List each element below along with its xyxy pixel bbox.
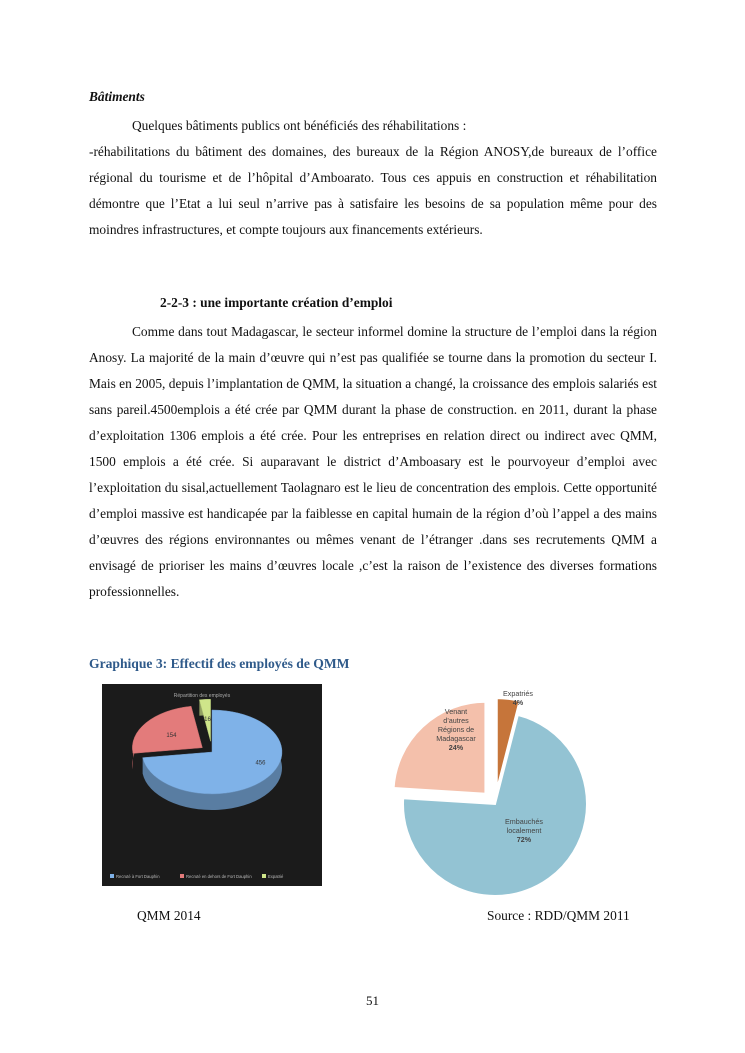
right-pie-label-1-0: Venant [444,707,468,716]
right-pie-value-2: 4% [512,698,524,707]
left-legend-label-2: Expatrié [268,874,284,879]
left-pie-value-label-0: 456 [255,760,266,767]
section-body: -réhabilitations du bâtiment des domaines, des bureaux de la Région ANOSY,de bureaux de l’office régional du tourisme et de l’hôpital d’Amboarato. Tous ces appuis en construction et réhabilitation démontre que l’Etat a lui seul n’arrive pas à satisfaire les besoins de sa population même pour des moindres infrastructures, et compte toujours aux financements extérieurs. [89,144,657,237]
left-legend-label-1: Recruté en dehors de Fort Dauphin [186,874,252,879]
right-pie-label-1-1: d’autres [443,716,469,725]
page-number: 51 [366,993,379,1008]
left-pie-value-label-1: 154 [166,732,177,739]
right-pie-slice-1 [394,702,486,794]
figure-caption: Graphique 3: Effectif des employés de QMM [89,656,350,671]
right-pie-value-1: 24% [448,743,464,752]
subsection-paragraph: Comme dans tout Madagascar, le secteur informel domine la structure de l’emploi dans la région Anosy. La majorité de la main d’œuvre qui n’est pas qualifiée se tourne dans la promotion du secteur I. Mais en 2005, depuis l’implantation de QMM, la situation a changé, la croissance des emplois salariés est sans pareil.4500emplois a été crée par QMM durant la phase de construction. en 2011, durant la phase d’exploitation 1306 emplois a été crée. Pour les entreprises en relation direct ou indirect avec QMM, 1500 emplois a été crée. Si auparavant le district d’Amboasary est le pourvoyeur d’emploi avec l’exploitation du sisal,actuellement Taolagnaro est le lieu de concentration des emplois. Cette opportunité d’emploi massive est handicapée par la faiblesse en capital humain de la région d’où l’appel a des mains d’œuvres des régions environnantes ou mêmes venant de l’étranger .dans ses recrutements QMM a envisagé de prioriser les mains d’œuvres locale ,c’est la raison de l’existence des diverses formations professionnelles. [89,324,657,599]
left-legend-swatch-1 [180,874,184,878]
right-pie-label-1-2: Régions de [437,725,475,734]
subsection-heading: 2-2-3 : une importante création d’emploi [160,295,393,310]
employees-pie-chart-3d [102,684,322,886]
subsection-text [89,319,657,605]
left-pie-value-label-2: 16 [204,717,211,724]
right-pie-label-0-1: localement [506,826,542,835]
source-left: QMM 2014 [137,908,201,923]
section-text [89,113,657,243]
right-pie-label-0-0: Embauchés [505,817,543,826]
employees-pie-chart [392,684,602,900]
left-legend-label-0: Recruté à Fort Dauphin [116,874,160,879]
right-pie-label-2-0: Expatriés [503,689,533,698]
left-legend-swatch-2 [262,874,266,878]
section-title: Bâtiments [89,89,145,104]
section-intro: Quelques bâtiments publics ont bénéficiés des réhabilitations : [132,118,467,133]
left-pie-slice-1 [132,706,202,753]
right-pie-value-0: 72% [516,835,532,844]
left-legend-swatch-0 [110,874,114,878]
source-right: Source : RDD/QMM 2011 [487,908,630,923]
right-pie-label-1-3: Madagascar [436,734,476,743]
chart-title: Répartition des employés [173,693,231,699]
